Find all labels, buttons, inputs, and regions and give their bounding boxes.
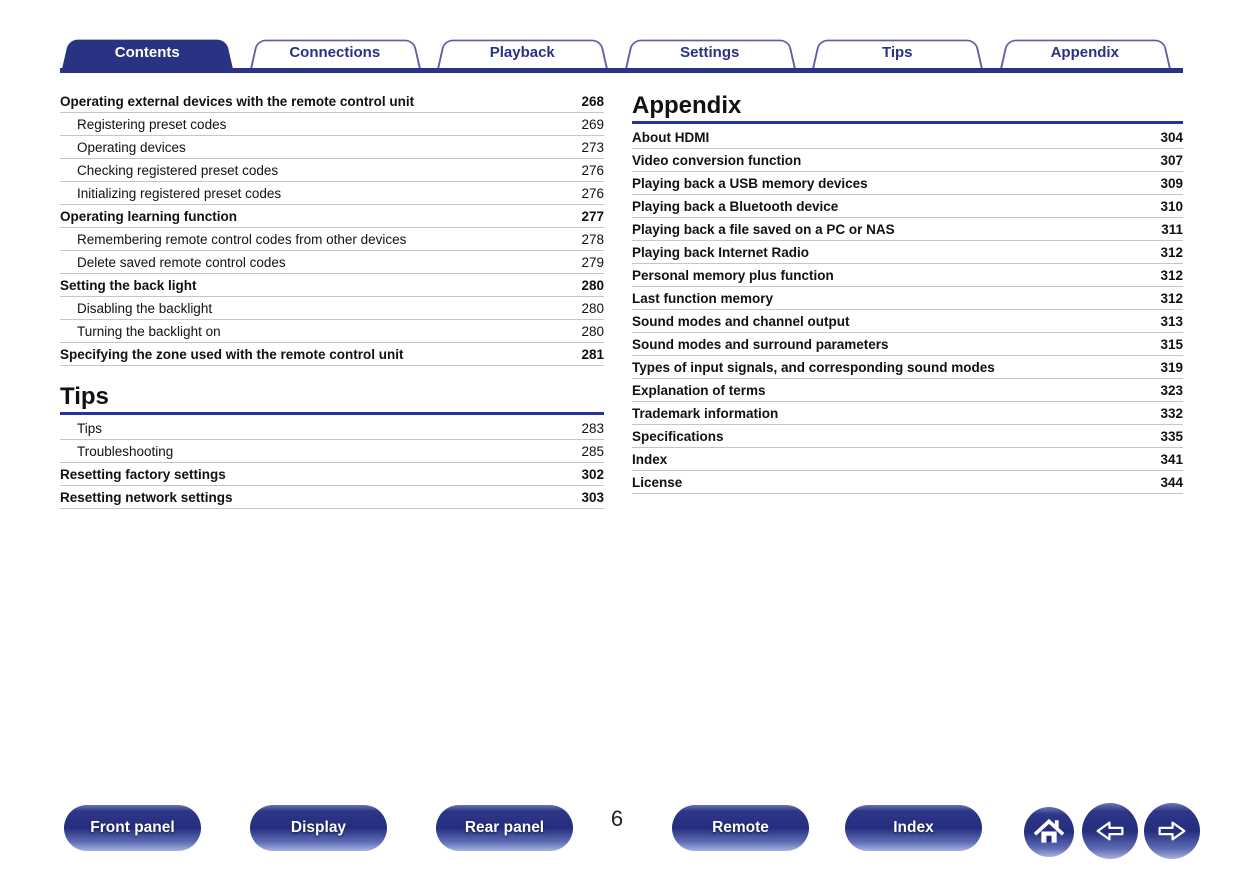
toc-entry-label: Sound modes and surround parameters [632,336,889,352]
toc-row[interactable] [632,471,1183,494]
toc-entry-page: 277 [581,208,604,224]
toc-row[interactable] [60,417,604,440]
toc-entry-page: 311 [1161,221,1183,237]
toc-row[interactable] [60,251,604,274]
toc-row[interactable] [60,228,604,251]
section-rule [60,412,604,415]
display-button[interactable]: Display [250,805,387,851]
toc-entry-page: 279 [581,254,604,270]
toc-row[interactable] [632,241,1183,264]
home-icon[interactable] [1024,807,1074,857]
toc-entry-page: 309 [1160,175,1183,191]
toc-entry-label: Explanation of terms [632,382,766,398]
toc-entry-label: Personal memory plus function [632,267,834,283]
toc-entry-label: Disabling the backlight [77,300,213,316]
toc-row[interactable] [60,182,604,205]
toc-entry-label: Operating external devices with the remote control unit [60,93,415,109]
toc-entry-label: Playing back a Bluetooth device [632,198,839,214]
forward-arrow-glyph [1154,813,1190,849]
toc-entry-page: 344 [1160,474,1183,490]
tab-contents[interactable] [62,37,233,69]
tab-playback[interactable] [437,37,608,69]
toc-entry-label: Last function memory [632,290,774,306]
toc-row[interactable] [60,486,604,509]
toc-row[interactable] [60,159,604,182]
toc-left-column [60,90,604,509]
toc-entry-label: Playing back a USB memory devices [632,175,868,191]
toc-entry-page: 307 [1160,152,1183,168]
toc-entry-label: Registering preset codes [77,116,227,132]
back-arrow-icon[interactable] [1082,803,1138,859]
tab-appendix[interactable] [1000,37,1171,69]
tab-bar [62,37,1170,69]
toc-entry-page: 312 [1160,244,1183,260]
toc-entry-label: About HDMI [632,129,710,145]
tab-connections[interactable] [250,37,421,69]
toc-row[interactable] [632,126,1183,149]
forward-arrow-icon[interactable] [1144,803,1200,859]
toc-entry-page: 276 [581,162,604,178]
toc-entry-page: 273 [581,139,604,155]
toc-entry-label: Specifications [632,428,724,444]
toc-entry-page: 315 [1160,336,1183,352]
toc-row[interactable] [632,149,1183,172]
toc-row[interactable] [632,218,1183,241]
toc-row[interactable] [60,320,604,343]
toc-row[interactable] [60,90,604,113]
toc-row[interactable] [60,297,604,320]
toc-row[interactable] [632,448,1183,471]
toc-entry-page: 335 [1160,428,1183,444]
home-icon-glyph [1032,815,1066,849]
toc-entry-label: Troubleshooting [77,443,174,459]
toc-row[interactable] [632,287,1183,310]
toc-entry-page: 280 [581,300,604,316]
toc-entry-label: Resetting factory settings [60,466,226,482]
toc-entry-label: Specifying the zone used with the remote control unit [60,346,404,362]
tab-label: Tips [881,44,913,61]
front-panel-button[interactable]: Front panel [64,805,201,851]
toc-entry-label: Sound modes and channel output [632,313,850,329]
toc-row[interactable] [632,172,1183,195]
toc-entry-page: 304 [1160,129,1183,145]
toc-entry-label: Trademark information [632,405,779,421]
toc-entry-page: 303 [581,489,604,505]
toc-entry-page: 302 [581,466,604,482]
section-rule [632,121,1183,124]
toc-entry-label: Delete saved remote control codes [77,254,286,270]
toc-row[interactable] [60,463,604,486]
toc-row[interactable] [60,343,604,366]
toc-entry-page: 283 [581,420,604,436]
toc-row[interactable] [632,402,1183,425]
toc-entry-label: Turning the backlight on [77,323,221,339]
toc-entry-page: 341 [1160,451,1183,467]
toc-entry-page: 278 [581,231,604,247]
toc-row[interactable] [60,136,604,159]
toc-row[interactable] [632,310,1183,333]
toc-entry-label: Playing back Internet Radio [632,244,810,260]
rear-panel-button[interactable]: Rear panel [436,805,573,851]
toc-row[interactable] [60,274,604,297]
tab-bar-rule [60,68,1183,73]
toc-row[interactable] [632,425,1183,448]
toc-row[interactable] [632,195,1183,218]
toc-entry-label: Index [632,451,668,467]
page-number: 6 [610,806,624,831]
back-arrow-glyph [1092,813,1128,849]
toc-entry-page: 276 [581,185,604,201]
toc-entry-page: 312 [1160,290,1183,306]
toc-entry-label: Operating learning function [60,208,238,224]
section-heading-tips: Tips [60,383,109,410]
toc-entry-page: 332 [1160,405,1183,421]
toc-entry-page: 280 [581,277,604,293]
index-button[interactable]: Index [845,805,982,851]
tab-label: Appendix [1050,44,1119,61]
toc-row[interactable] [632,264,1183,287]
toc-entry-page: 310 [1160,198,1183,214]
tab-label: Settings [680,44,740,61]
section-heading-appendix: Appendix [632,92,742,119]
toc-entry-label: Remembering remote control codes from other devices [77,231,407,247]
toc-entry-page: 280 [581,323,604,339]
toc-right-column [632,90,1183,494]
toc-row[interactable] [632,379,1183,402]
toc-entry-page: 319 [1160,359,1183,375]
toc-row[interactable] [60,205,604,228]
toc-entry-label: Operating devices [77,139,186,155]
tab-tips[interactable] [812,37,983,69]
tab-label: Contents [114,44,180,61]
toc-entry-page: 269 [581,116,604,132]
toc-entry-label: Initializing registered preset codes [77,185,282,201]
tab-label: Playback [489,44,555,61]
tab-settings[interactable] [625,37,796,69]
toc-row[interactable] [60,440,604,463]
toc-entry-page: 281 [581,346,604,362]
toc-row[interactable] [632,333,1183,356]
toc-entry-label: Tips [77,420,103,436]
toc-entry-page: 313 [1160,313,1183,329]
tab-label: Connections [289,44,381,61]
toc-entry-label: Types of input signals, and corresponding sound modes [632,359,995,375]
remote-button[interactable]: Remote [672,805,809,851]
toc-entry-label: Checking registered preset codes [77,162,279,178]
toc-entry-page: 268 [581,93,604,109]
toc-entry-label: License [632,474,683,490]
toc-entry-label: Playing back a file saved on a PC or NAS [632,221,895,237]
toc-entry-label: Setting the back light [60,277,197,293]
toc-entry-label: Video conversion function [632,152,802,168]
toc-entry-page: 323 [1160,382,1183,398]
toc-entry-page: 285 [581,443,604,459]
toc-entry-page: 312 [1160,267,1183,283]
toc-row[interactable] [632,356,1183,379]
toc-row[interactable] [60,113,604,136]
toc-entry-label: Resetting network settings [60,489,233,505]
